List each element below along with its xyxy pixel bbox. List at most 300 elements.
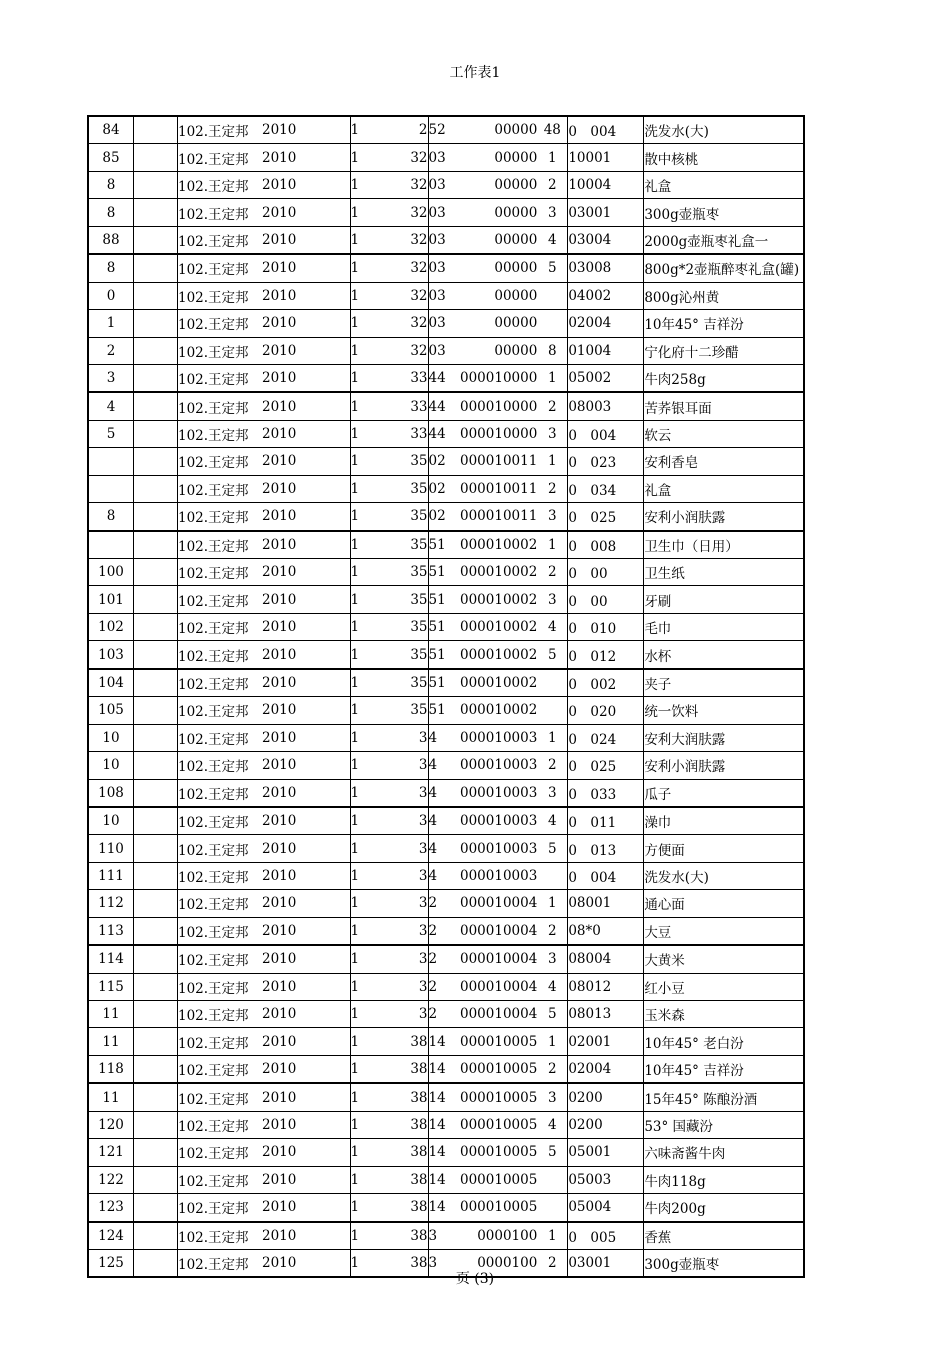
- col-a-cell: 1: [350, 669, 384, 697]
- row-number-cell: 121: [88, 1139, 134, 1166]
- code-cell: 000010003: [460, 862, 537, 889]
- row-number-cell: 8: [88, 199, 134, 226]
- blank-cell: [134, 254, 178, 282]
- year-cell: 2010: [262, 364, 350, 392]
- col-c-cell: 51: [428, 586, 460, 613]
- blank-cell: [134, 641, 178, 669]
- item-code-cell: 02001: [568, 1028, 644, 1055]
- col-c-cell: 51: [428, 669, 460, 697]
- item-name-cell: 散中核桃: [644, 144, 804, 171]
- item-code-cell: 0 004: [568, 420, 644, 447]
- blank-cell: [134, 475, 178, 502]
- code-cell: 000010002: [460, 559, 537, 586]
- table-row: [88, 835, 804, 862]
- item-code-cell: 01004: [568, 337, 644, 364]
- col-c-cell: 4: [428, 835, 460, 862]
- item-name-cell: 大黄米: [644, 945, 804, 973]
- code-cell: 000010000: [460, 392, 537, 420]
- year-cell: 2010: [262, 144, 350, 171]
- col-a-cell: 1: [350, 1249, 384, 1277]
- table-row: [88, 282, 804, 309]
- row-number-cell: 112: [88, 890, 134, 917]
- year-cell: 2010: [262, 254, 350, 282]
- row-number-cell: [88, 475, 134, 502]
- year-cell: 2010: [262, 917, 350, 945]
- name-cell: 102.王定邦: [178, 669, 263, 697]
- col-a-cell: 1: [350, 1222, 384, 1250]
- blank-cell: [134, 448, 178, 475]
- code-cell: 000010004: [460, 890, 537, 917]
- year-cell: 2010: [262, 1111, 350, 1138]
- table-row: [88, 1139, 804, 1166]
- item-code-cell: 0 002: [568, 669, 644, 697]
- col-b-cell: 32: [384, 282, 428, 309]
- col-b-cell: 38: [384, 1166, 428, 1193]
- col-b-cell: 38: [384, 1222, 428, 1250]
- name-cell: 102.王定邦: [178, 586, 263, 613]
- name-cell: 102.王定邦: [178, 1222, 263, 1250]
- seq-cell: 1: [537, 1222, 568, 1250]
- table-row: [88, 448, 804, 475]
- item-name-cell: 800g沁州黄: [644, 282, 804, 309]
- col-a-cell: 1: [350, 835, 384, 862]
- name-cell: 102.王定邦: [178, 697, 263, 724]
- item-code-cell: 0 00: [568, 586, 644, 613]
- col-c-cell: 14: [428, 1194, 460, 1222]
- item-code-cell: 05003: [568, 1166, 644, 1193]
- col-c-cell: 2: [428, 973, 460, 1000]
- col-b-cell: 38: [384, 1028, 428, 1055]
- col-b-cell: 32: [384, 254, 428, 282]
- seq-cell: 4: [537, 973, 568, 1000]
- blank-cell: [134, 779, 178, 807]
- item-code-cell: 0 004: [568, 862, 644, 889]
- col-c-cell: 03: [428, 226, 460, 254]
- year-cell: 2010: [262, 448, 350, 475]
- code-cell: 000010002: [460, 531, 537, 559]
- col-c-cell: 03: [428, 282, 460, 309]
- col-a-cell: 1: [350, 392, 384, 420]
- seq-cell: [537, 697, 568, 724]
- col-b-cell: 3: [384, 973, 428, 1000]
- item-name-cell: 800g*2壶瓶醉枣礼盒(罐): [644, 254, 804, 282]
- item-code-cell: 0 034: [568, 475, 644, 502]
- year-cell: 2010: [262, 724, 350, 751]
- item-name-cell: 安利小润肤露: [644, 503, 804, 531]
- sheet-title: 工作表1: [449, 65, 501, 81]
- item-name-cell: 礼盒: [644, 475, 804, 502]
- name-cell: 102.王定邦: [178, 1028, 263, 1055]
- col-b-cell: 32: [384, 171, 428, 198]
- col-a-cell: 1: [350, 144, 384, 171]
- name-cell: 102.王定邦: [178, 917, 263, 945]
- row-number-cell: 8: [88, 171, 134, 198]
- seq-cell: 2: [537, 917, 568, 945]
- item-code-cell: 08003: [568, 392, 644, 420]
- col-a-cell: 1: [350, 226, 384, 254]
- col-c-cell: 03: [428, 254, 460, 282]
- seq-cell: 5: [537, 1001, 568, 1028]
- code-cell: 000010002: [460, 613, 537, 640]
- table-row: [88, 475, 804, 502]
- row-number-cell: 3: [88, 364, 134, 392]
- col-a-cell: 1: [350, 199, 384, 226]
- table-row: [88, 1222, 804, 1250]
- item-code-cell: 0 033: [568, 779, 644, 807]
- blank-cell: [134, 392, 178, 420]
- name-cell: 102.王定邦: [178, 337, 263, 364]
- row-number-cell: 11: [88, 1001, 134, 1028]
- col-a-cell: 1: [350, 337, 384, 364]
- year-cell: 2010: [262, 1222, 350, 1250]
- code-cell: 000010005: [460, 1111, 537, 1138]
- year-cell: 2010: [262, 392, 350, 420]
- name-cell: 102.王定邦: [178, 144, 263, 171]
- blank-cell: [134, 1139, 178, 1166]
- name-cell: 102.王定邦: [178, 1166, 263, 1193]
- code-cell: 00000: [460, 254, 537, 282]
- col-b-cell: 3: [384, 862, 428, 889]
- blank-cell: [134, 199, 178, 226]
- col-b-cell: 35: [384, 559, 428, 586]
- code-cell: 000010005: [460, 1083, 537, 1111]
- table-row: [88, 1083, 804, 1111]
- col-c-cell: 02: [428, 503, 460, 531]
- table-row: [88, 503, 804, 531]
- name-cell: 102.王定邦: [178, 531, 263, 559]
- col-a-cell: 1: [350, 1028, 384, 1055]
- seq-cell: 3: [537, 945, 568, 973]
- year-cell: 2010: [262, 559, 350, 586]
- col-b-cell: 38: [384, 1194, 428, 1222]
- year-cell: 2010: [262, 531, 350, 559]
- item-code-cell: 0 008: [568, 531, 644, 559]
- item-name-cell: 洗发水(大): [644, 862, 804, 889]
- item-name-cell: 15年45° 陈酿汾酒: [644, 1083, 804, 1111]
- code-cell: 00000: [460, 199, 537, 226]
- row-number-cell: 8: [88, 503, 134, 531]
- col-c-cell: 51: [428, 559, 460, 586]
- code-cell: 000010000: [460, 364, 537, 392]
- col-a-cell: 1: [350, 945, 384, 973]
- year-cell: 2010: [262, 171, 350, 198]
- item-code-cell: 02004: [568, 310, 644, 337]
- blank-cell: [134, 1055, 178, 1083]
- row-number-cell: 10: [88, 807, 134, 835]
- seq-cell: 2: [537, 171, 568, 198]
- item-name-cell: 10年45° 老白汾: [644, 1028, 804, 1055]
- item-name-cell: 牛肉118g: [644, 1166, 804, 1193]
- blank-cell: [134, 364, 178, 392]
- blank-cell: [134, 752, 178, 779]
- row-number-cell: 104: [88, 669, 134, 697]
- name-cell: 102.王定邦: [178, 475, 263, 502]
- item-code-cell: 03001: [568, 1249, 644, 1277]
- table-row: [88, 890, 804, 917]
- blank-cell: [134, 669, 178, 697]
- seq-cell: 5: [537, 254, 568, 282]
- col-a-cell: 1: [350, 116, 384, 144]
- year-cell: 2010: [262, 779, 350, 807]
- table-row: [88, 862, 804, 889]
- col-c-cell: 03: [428, 337, 460, 364]
- table-row: [88, 586, 804, 613]
- col-c-cell: 2: [428, 1001, 460, 1028]
- row-number-cell: [88, 448, 134, 475]
- seq-cell: [537, 1166, 568, 1193]
- seq-cell: 4: [537, 807, 568, 835]
- item-code-cell: 08013: [568, 1001, 644, 1028]
- col-b-cell: 3: [384, 890, 428, 917]
- row-number-cell: [88, 531, 134, 559]
- col-c-cell: 44: [428, 392, 460, 420]
- name-cell: 102.王定邦: [178, 392, 263, 420]
- seq-cell: 5: [537, 641, 568, 669]
- col-a-cell: 1: [350, 613, 384, 640]
- blank-cell: [134, 310, 178, 337]
- col-b-cell: 35: [384, 475, 428, 502]
- name-cell: 102.王定邦: [178, 890, 263, 917]
- col-a-cell: 1: [350, 171, 384, 198]
- item-name-cell: 礼盒: [644, 171, 804, 198]
- col-c-cell: 14: [428, 1028, 460, 1055]
- code-cell: 00000: [460, 226, 537, 254]
- col-a-cell: 1: [350, 697, 384, 724]
- col-b-cell: 35: [384, 641, 428, 669]
- table-row: [88, 254, 804, 282]
- col-c-cell: 14: [428, 1055, 460, 1083]
- code-cell: 000010002: [460, 669, 537, 697]
- blank-cell: [134, 420, 178, 447]
- seq-cell: 2: [537, 392, 568, 420]
- item-name-cell: 瓜子: [644, 779, 804, 807]
- row-number-cell: 122: [88, 1166, 134, 1193]
- name-cell: 102.王定邦: [178, 1194, 263, 1222]
- seq-cell: 3: [537, 420, 568, 447]
- table-row: [88, 392, 804, 420]
- seq-cell: 3: [537, 1083, 568, 1111]
- item-name-cell: 安利小润肤露: [644, 752, 804, 779]
- name-cell: 102.王定邦: [178, 945, 263, 973]
- seq-cell: 1: [537, 1028, 568, 1055]
- seq-cell: 4: [537, 1111, 568, 1138]
- col-a-cell: 1: [350, 890, 384, 917]
- col-c-cell: 51: [428, 613, 460, 640]
- item-code-cell: 0 025: [568, 503, 644, 531]
- table-row: [88, 116, 804, 144]
- name-cell: 102.王定邦: [178, 724, 263, 751]
- year-cell: 2010: [262, 697, 350, 724]
- col-a-cell: 1: [350, 254, 384, 282]
- table-row: [88, 945, 804, 973]
- blank-cell: [134, 171, 178, 198]
- col-b-cell: 35: [384, 697, 428, 724]
- item-name-cell: 宁化府十二珍醋: [644, 337, 804, 364]
- item-code-cell: 0 023: [568, 448, 644, 475]
- item-code-cell: 0200: [568, 1111, 644, 1138]
- seq-cell: 3: [537, 779, 568, 807]
- col-b-cell: 35: [384, 669, 428, 697]
- col-b-cell: 35: [384, 586, 428, 613]
- table-row: [88, 613, 804, 640]
- col-b-cell: 3: [384, 752, 428, 779]
- col-b-cell: 38: [384, 1111, 428, 1138]
- col-a-cell: 1: [350, 807, 384, 835]
- col-c-cell: 02: [428, 475, 460, 502]
- col-b-cell: 33: [384, 392, 428, 420]
- col-c-cell: 52: [428, 116, 460, 144]
- col-c-cell: 03: [428, 310, 460, 337]
- seq-cell: [537, 862, 568, 889]
- year-cell: 2010: [262, 945, 350, 973]
- year-cell: 2010: [262, 807, 350, 835]
- name-cell: 102.王定邦: [178, 503, 263, 531]
- table-row: [88, 917, 804, 945]
- blank-cell: [134, 862, 178, 889]
- item-name-cell: 方便面: [644, 835, 804, 862]
- col-a-cell: 1: [350, 1055, 384, 1083]
- item-code-cell: 0 00: [568, 559, 644, 586]
- name-cell: 102.王定邦: [178, 199, 263, 226]
- row-number-cell: 115: [88, 973, 134, 1000]
- row-number-cell: 118: [88, 1055, 134, 1083]
- col-a-cell: 1: [350, 1083, 384, 1111]
- item-name-cell: 六味斋酱牛肉: [644, 1139, 804, 1166]
- row-number-cell: 4: [88, 392, 134, 420]
- name-cell: 102.王定邦: [178, 1111, 263, 1138]
- col-c-cell: 03: [428, 199, 460, 226]
- item-code-cell: 08001: [568, 890, 644, 917]
- year-cell: 2010: [262, 116, 350, 144]
- table-row: [88, 697, 804, 724]
- year-cell: 2010: [262, 613, 350, 640]
- item-code-cell: 03008: [568, 254, 644, 282]
- col-a-cell: 1: [350, 1139, 384, 1166]
- code-cell: 000010011: [460, 448, 537, 475]
- item-name-cell: 安利香皂: [644, 448, 804, 475]
- item-name-cell: 53° 国藏汾: [644, 1111, 804, 1138]
- item-code-cell: 0 011: [568, 807, 644, 835]
- code-cell: 000010004: [460, 973, 537, 1000]
- year-cell: 2010: [262, 1194, 350, 1222]
- col-c-cell: 03: [428, 171, 460, 198]
- code-cell: 000010005: [460, 1166, 537, 1193]
- code-cell: 000010005: [460, 1139, 537, 1166]
- row-number-cell: 113: [88, 917, 134, 945]
- table-row: [88, 1055, 804, 1083]
- item-name-cell: 软云: [644, 420, 804, 447]
- year-cell: 2010: [262, 1055, 350, 1083]
- item-code-cell: 10004: [568, 171, 644, 198]
- col-b-cell: 35: [384, 503, 428, 531]
- year-cell: 2010: [262, 310, 350, 337]
- col-a-cell: 1: [350, 475, 384, 502]
- col-c-cell: 4: [428, 862, 460, 889]
- item-name-cell: 通心面: [644, 890, 804, 917]
- row-number-cell: 110: [88, 835, 134, 862]
- table-row: [88, 144, 804, 171]
- blank-cell: [134, 835, 178, 862]
- col-c-cell: 44: [428, 364, 460, 392]
- year-cell: 2010: [262, 503, 350, 531]
- row-number-cell: 88: [88, 226, 134, 254]
- col-b-cell: 32: [384, 199, 428, 226]
- col-c-cell: 3: [428, 1222, 460, 1250]
- name-cell: 102.王定邦: [178, 1249, 263, 1277]
- code-cell: 0000100: [460, 1222, 537, 1250]
- name-cell: 102.王定邦: [178, 226, 263, 254]
- col-a-cell: 1: [350, 1194, 384, 1222]
- table-row: [88, 1194, 804, 1222]
- col-b-cell: 38: [384, 1139, 428, 1166]
- item-code-cell: 05001: [568, 1139, 644, 1166]
- name-cell: 102.王定邦: [178, 116, 263, 144]
- col-a-cell: 1: [350, 1111, 384, 1138]
- col-a-cell: 1: [350, 973, 384, 1000]
- col-c-cell: 4: [428, 752, 460, 779]
- data-table: [87, 115, 805, 1278]
- year-cell: 2010: [262, 1001, 350, 1028]
- item-name-cell: 夹子: [644, 669, 804, 697]
- seq-cell: 1: [537, 890, 568, 917]
- blank-cell: [134, 503, 178, 531]
- blank-cell: [134, 1111, 178, 1138]
- row-number-cell: 5: [88, 420, 134, 447]
- blank-cell: [134, 613, 178, 640]
- col-a-cell: 1: [350, 503, 384, 531]
- row-number-cell: 120: [88, 1111, 134, 1138]
- item-name-cell: 牛肉200g: [644, 1194, 804, 1222]
- item-code-cell: 02004: [568, 1055, 644, 1083]
- table-row: [88, 724, 804, 751]
- item-code-cell: 03001: [568, 199, 644, 226]
- seq-cell: 1: [537, 724, 568, 751]
- year-cell: 2010: [262, 1028, 350, 1055]
- code-cell: 00000: [460, 144, 537, 171]
- blank-cell: [134, 724, 178, 751]
- col-b-cell: 38: [384, 1083, 428, 1111]
- col-c-cell: 03: [428, 144, 460, 171]
- row-number-cell: 114: [88, 945, 134, 973]
- code-cell: 0000100: [460, 1249, 537, 1277]
- col-a-cell: 1: [350, 752, 384, 779]
- item-name-cell: 洗发水(大): [644, 116, 804, 144]
- name-cell: 102.王定邦: [178, 973, 263, 1000]
- name-cell: 102.王定邦: [178, 807, 263, 835]
- year-cell: 2010: [262, 752, 350, 779]
- row-number-cell: 10: [88, 752, 134, 779]
- year-cell: 2010: [262, 420, 350, 447]
- col-a-cell: 1: [350, 448, 384, 475]
- table-row: [88, 807, 804, 835]
- item-code-cell: 0 012: [568, 641, 644, 669]
- code-cell: 000010011: [460, 475, 537, 502]
- col-c-cell: 2: [428, 890, 460, 917]
- name-cell: 102.王定邦: [178, 779, 263, 807]
- code-cell: 000010002: [460, 586, 537, 613]
- row-number-cell: 105: [88, 697, 134, 724]
- table-row: [88, 199, 804, 226]
- name-cell: 102.王定邦: [178, 310, 263, 337]
- col-b-cell: 35: [384, 613, 428, 640]
- code-cell: 000010004: [460, 1001, 537, 1028]
- item-code-cell: 0 005: [568, 1222, 644, 1250]
- table-row: [88, 559, 804, 586]
- year-cell: 2010: [262, 282, 350, 309]
- seq-cell: 4: [537, 226, 568, 254]
- row-number-cell: 100: [88, 559, 134, 586]
- blank-cell: [134, 1166, 178, 1193]
